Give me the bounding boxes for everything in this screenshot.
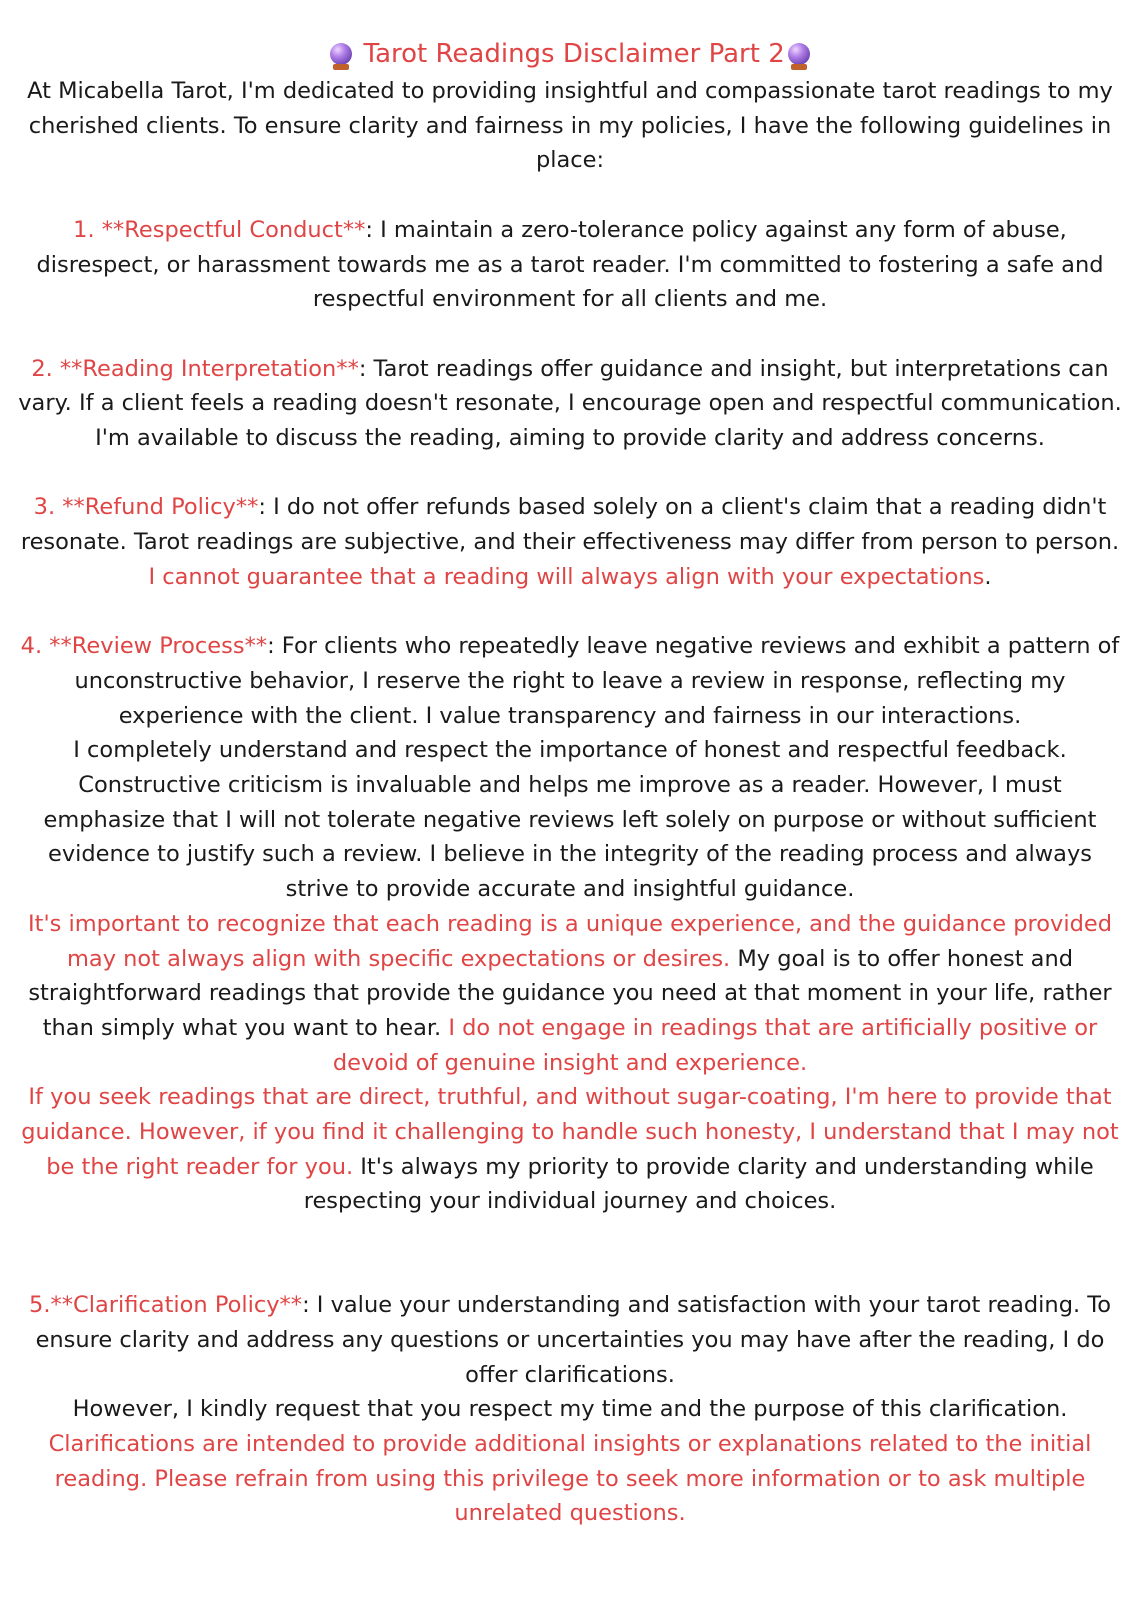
clarification-request-paragraph: However, I kindly request that you respect my time and the purpose of this clarification. [72, 1396, 1068, 1423]
highlighted-text: If you seek readings that are direct, truthful, and without sugar-coating, I'm here to provide that guidance. However, if you find it challenging to handle such honesty, I understand that I may not be the right reader for you. [21, 1084, 1119, 1180]
section-refund-policy [14, 490, 1126, 594]
page-title [14, 34, 1126, 74]
crystal-ball-icon [330, 43, 352, 65]
section-heading: 2. **Reading Interpretation** [31, 355, 359, 382]
section-respectful-conduct [14, 213, 1126, 317]
section-body: : I maintain a zero-tolerance policy against any form of abuse, disrespect, or harassment towards me as a tarot reader. I'm committed to fostering a safe and respectful environment for all clients and me. [36, 216, 1104, 313]
section-clarification-policy [14, 1288, 1126, 1392]
section-heading: 4. **Review Process** [20, 633, 268, 660]
review-feedback-paragraph: I completely understand and respect the importance of honest and respectful feedback. Constructive criticism is invaluable and helps me improve as a reader. However, I must emphasize that I will not tolerate negative reviews left solely on purpose or without sufficient evidence to justify such a review. I believe in the integrity of the reading process and always strive to provide accurate and insightful guidance. [43, 737, 1097, 903]
body-text: It's always my priority to provide clarity and understanding while respecting your individual journey and choices. [303, 1153, 1094, 1215]
section-body: : I value your understanding and satisfaction with your tarot reading. To ensure clarity and address any questions or uncertainties you may have after the reading, I do offer clarifications. [35, 1292, 1111, 1388]
clarification-note-paragraph: Clarifications are intended to provide additional insights or explanations related to the initial reading. Please refrain from using this privilege to seek more information or to ask multiple unrelated questions. [48, 1430, 1092, 1527]
section-body: : For clients who repeatedly leave negative reviews and exhibit a pattern of unconstructive behavior, I reserve the right to leave a review in response, reflecting my experience with the client. I value transparency and fairness in our interactions. [74, 633, 1120, 729]
section-review-process [14, 629, 1126, 733]
section-body: : I do not offer refunds based solely on a client's claim that a reading didn't resonate. Tarot readings are subjective, and their effectiveness may differ from person to person. [20, 494, 1120, 556]
section-heading: 1. **Respectful Conduct** [73, 216, 366, 243]
review-goal-paragraph [14, 907, 1126, 1081]
section-heading: 5.**Clarification Policy** [29, 1292, 303, 1319]
highlighted-text: It's important to recognize that each reading is a unique experience, and the guidance provided may not always align with specific expectations or desires. [28, 910, 1112, 972]
period: . [984, 563, 992, 590]
intro-paragraph: At Micabella Tarot, I'm dedicated to providing insightful and compassionate tarot readings to my cherished clients. To ensure clarity and fairness in my policies, I have the following guidelines in place: [27, 78, 1113, 174]
body-text: My goal is to offer honest and straightforward readings that provide the guidance you need at that moment in your life, rather than simply what you want to hear. [28, 945, 1112, 1041]
highlighted-text: I cannot guarantee that a reading will always align with your expectations [148, 563, 985, 590]
highlighted-text: I do not engage in readings that are artificially positive or devoid of genuine insight and experience. [332, 1014, 1098, 1076]
section-reading-interpretation [14, 352, 1126, 456]
crystal-ball-icon [788, 43, 810, 65]
review-honesty-paragraph [14, 1080, 1126, 1219]
section-body: : Tarot readings offer guidance and insight, but interpretations can vary. If a client feels a reading doesn't resonate, I encourage open and respectful communication. I'm available to discuss the reading, aiming to provide clarity and address concerns. [18, 355, 1122, 451]
title-text: Tarot Readings Disclaimer Part 2 [363, 39, 785, 69]
section-heading: 3. **Refund Policy** [33, 494, 259, 521]
